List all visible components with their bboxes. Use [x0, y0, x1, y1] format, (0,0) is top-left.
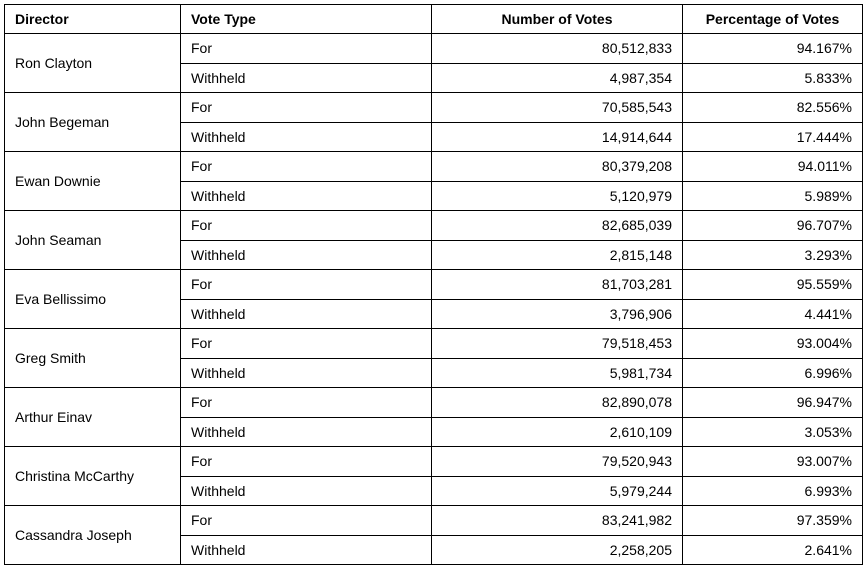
votes-withheld: 5,979,244 — [432, 476, 683, 506]
percentage-for: 94.011% — [683, 152, 863, 182]
votes-withheld: 5,120,979 — [432, 181, 683, 211]
vote-type-withheld: Withheld — [181, 417, 432, 447]
director-name: John Begeman — [5, 93, 181, 152]
votes-withheld: 2,610,109 — [432, 417, 683, 447]
vote-type-withheld: Withheld — [181, 535, 432, 565]
votes-for: 70,585,543 — [432, 93, 683, 123]
percentage-withheld: 5.989% — [683, 181, 863, 211]
votes-for: 80,512,833 — [432, 34, 683, 64]
director-name: Eva Bellissimo — [5, 270, 181, 329]
header-row — [5, 5, 863, 34]
vote-type-for: For — [181, 388, 432, 418]
percentage-for: 95.559% — [683, 270, 863, 300]
director-name: Ewan Downie — [5, 152, 181, 211]
percentage-for: 96.707% — [683, 211, 863, 241]
table-row-for — [5, 329, 863, 359]
vote-type-withheld: Withheld — [181, 63, 432, 93]
vote-type-for: For — [181, 447, 432, 477]
table-header — [5, 5, 863, 34]
percentage-for: 93.004% — [683, 329, 863, 359]
table-row-for — [5, 506, 863, 536]
votes-withheld: 4,987,354 — [432, 63, 683, 93]
vote-type-for: For — [181, 270, 432, 300]
header-vote-type: Vote Type — [181, 5, 432, 34]
table-body — [5, 34, 863, 565]
table-row-for — [5, 93, 863, 123]
votes-for: 83,241,982 — [432, 506, 683, 536]
votes-for: 79,518,453 — [432, 329, 683, 359]
votes-for: 82,890,078 — [432, 388, 683, 418]
director-vote-table — [4, 4, 863, 565]
table-row-for — [5, 211, 863, 241]
vote-type-for: For — [181, 34, 432, 64]
votes-for: 82,685,039 — [432, 211, 683, 241]
vote-type-withheld: Withheld — [181, 240, 432, 270]
table-row-for — [5, 447, 863, 477]
vote-type-for: For — [181, 506, 432, 536]
percentage-withheld: 6.993% — [683, 476, 863, 506]
director-name: Christina McCarthy — [5, 447, 181, 506]
percentage-withheld: 3.053% — [683, 417, 863, 447]
header-director: Director — [5, 5, 181, 34]
table-row-for — [5, 152, 863, 182]
votes-for: 81,703,281 — [432, 270, 683, 300]
votes-withheld: 2,815,148 — [432, 240, 683, 270]
vote-type-withheld: Withheld — [181, 122, 432, 152]
percentage-withheld: 17.444% — [683, 122, 863, 152]
director-name: Cassandra Joseph — [5, 506, 181, 565]
header-percentage-of-votes: Percentage of Votes — [683, 5, 863, 34]
director-name: Ron Clayton — [5, 34, 181, 93]
vote-type-for: For — [181, 152, 432, 182]
votes-withheld: 5,981,734 — [432, 358, 683, 388]
vote-type-withheld: Withheld — [181, 358, 432, 388]
percentage-withheld: 2.641% — [683, 535, 863, 565]
vote-type-withheld: Withheld — [181, 181, 432, 211]
vote-type-for: For — [181, 211, 432, 241]
votes-withheld: 3,796,906 — [432, 299, 683, 329]
director-name: John Seaman — [5, 211, 181, 270]
percentage-withheld: 6.996% — [683, 358, 863, 388]
vote-type-withheld: Withheld — [181, 299, 432, 329]
votes-withheld: 2,258,205 — [432, 535, 683, 565]
header-number-of-votes: Number of Votes — [432, 5, 683, 34]
votes-for: 79,520,943 — [432, 447, 683, 477]
percentage-withheld: 5.833% — [683, 63, 863, 93]
vote-type-withheld: Withheld — [181, 476, 432, 506]
percentage-for: 97.359% — [683, 506, 863, 536]
table-row-for — [5, 270, 863, 300]
vote-type-for: For — [181, 93, 432, 123]
table-row-for — [5, 34, 863, 64]
votes-withheld: 14,914,644 — [432, 122, 683, 152]
director-name: Greg Smith — [5, 329, 181, 388]
percentage-for: 93.007% — [683, 447, 863, 477]
percentage-for: 94.167% — [683, 34, 863, 64]
director-name: Arthur Einav — [5, 388, 181, 447]
percentage-withheld: 4.441% — [683, 299, 863, 329]
percentage-for: 96.947% — [683, 388, 863, 418]
percentage-for: 82.556% — [683, 93, 863, 123]
table-row-for — [5, 388, 863, 418]
vote-type-for: For — [181, 329, 432, 359]
votes-for: 80,379,208 — [432, 152, 683, 182]
percentage-withheld: 3.293% — [683, 240, 863, 270]
